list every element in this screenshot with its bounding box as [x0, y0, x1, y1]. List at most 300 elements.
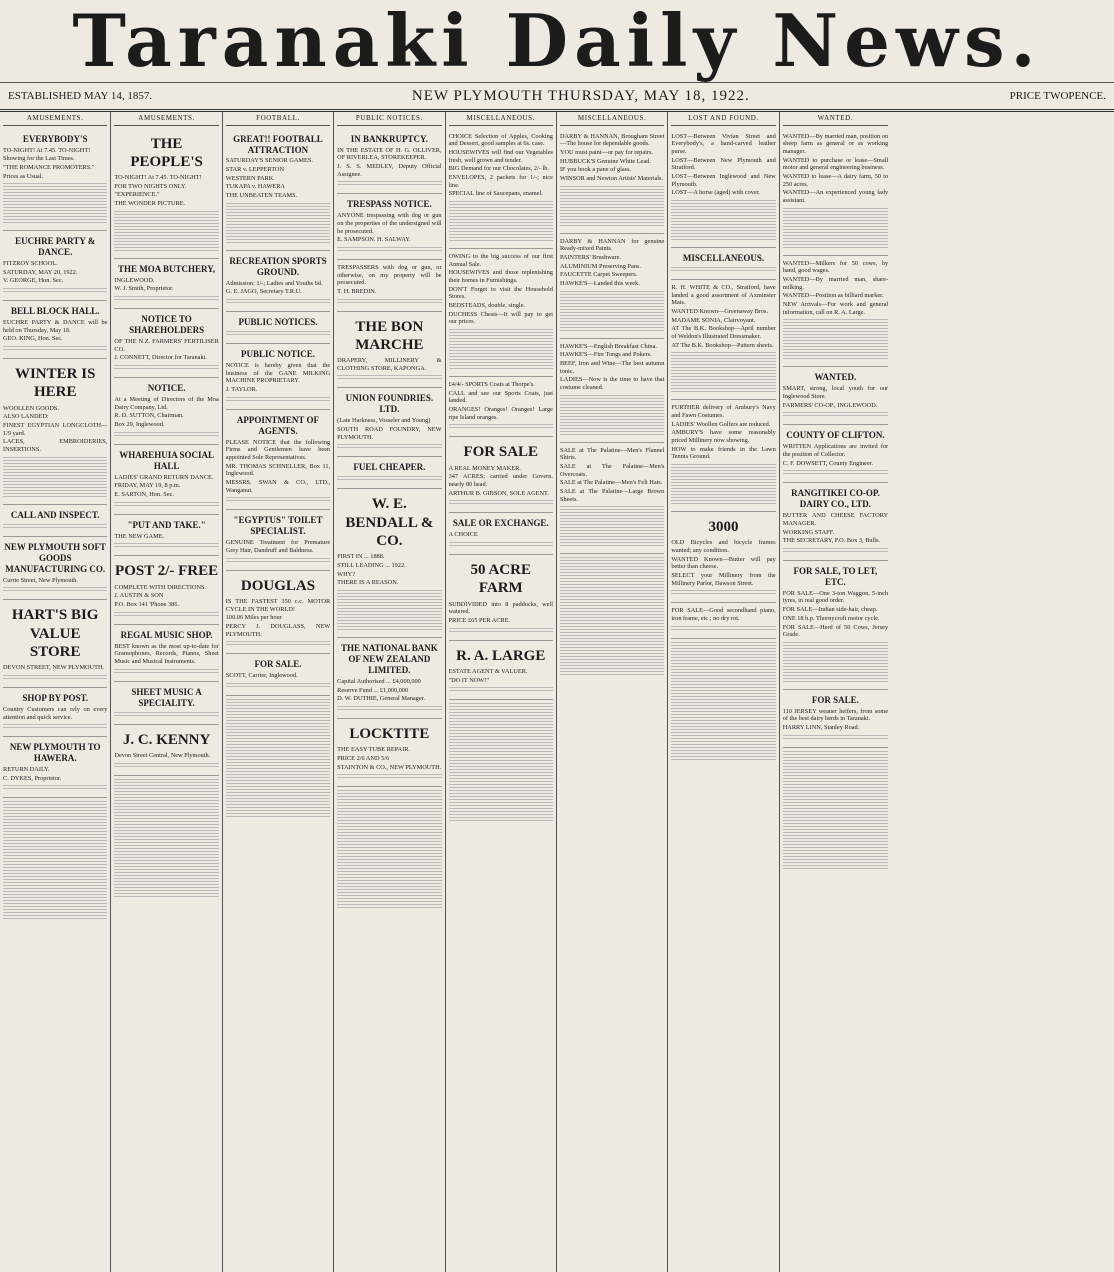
ad-text: WANTED—By married man, share-milking.	[782, 275, 889, 291]
ad-text: PRICE £65 PER ACRE.	[448, 616, 511, 624]
advertisement	[337, 457, 441, 489]
body-text-lines	[3, 524, 107, 529]
body-text-lines	[671, 626, 775, 631]
ad-text: SMART, strong, local youth for our Inglewood Store.	[782, 385, 889, 400]
body-text-lines	[671, 642, 775, 762]
body-text-lines	[783, 412, 888, 417]
advertisement	[337, 489, 441, 638]
ad-text: Box 29, Inglewood.	[114, 421, 165, 429]
ad-text: (Late Harkness, Vosseler and Young)	[337, 417, 431, 425]
ad-title: UNION FOUNDRIES. LTD.	[345, 393, 434, 415]
column-8	[780, 112, 891, 1272]
advertisement	[560, 443, 664, 555]
ad-text: ENVELOPES, 2 packets for 1/-; nice line.	[448, 173, 553, 189]
body-text-lines	[337, 181, 441, 186]
ad-text: D. W. DUTHIE, General Manager.	[337, 695, 425, 703]
body-text-lines	[449, 201, 553, 241]
body-text-lines	[3, 801, 107, 921]
ad-text: LOST—Between New Plymouth and Stratford.	[671, 156, 776, 172]
ad-text: DRAPERY, MILLINERY & CLOTHING STORE, KAPONGA.	[337, 357, 442, 372]
ad-text: NOTICE is hereby given that the business of the GANE MILKING MACHINE PROPRIETARY.	[225, 362, 331, 385]
ad-text: J. CONNETT, Director for Taranaki.	[114, 354, 207, 362]
ad-headline: J. C. KENNY	[122, 731, 211, 748]
ad-text: A REAL MONEY MAKER.	[448, 464, 521, 472]
price-label: PRICE TWOPENCE.	[1009, 90, 1106, 102]
ad-text: Currie Street, New Plymouth.	[3, 576, 79, 584]
ad-text: DARBY & HANNAN, Brougham Street—The house for dependable goods.	[559, 132, 665, 148]
ad-title: SHOP BY POST.	[22, 692, 89, 703]
ad-title: FOR SALE, TO LET, ETC.	[793, 565, 878, 587]
advertisement	[114, 309, 218, 378]
ad-text: FRIDAY, MAY 19, 8 p.m.	[114, 482, 181, 490]
body-text-lines	[783, 548, 888, 553]
advertisement	[449, 641, 553, 701]
body-text-lines	[783, 470, 888, 475]
body-text-lines	[560, 557, 664, 677]
body-text-lines	[560, 506, 664, 546]
ad-text: HAWKE'S—Fire Tongs and Pokers.	[559, 351, 652, 359]
body-text-lines	[449, 500, 553, 505]
body-text-lines	[783, 319, 888, 359]
body-text-lines	[3, 288, 107, 293]
ad-text: STILL LEADING ... 1922.	[337, 561, 406, 569]
body-text-lines	[449, 687, 553, 692]
body-text-lines	[114, 365, 218, 370]
ad-text: STAR v. LEPPERTON	[225, 166, 285, 174]
body-text-lines	[114, 296, 218, 301]
dateline	[0, 83, 1114, 112]
ad-text: J. AUSTIN & SON	[114, 592, 164, 600]
body-text-lines	[226, 683, 330, 688]
ad-text: J. S. S. MEDLEY, Deputy Official Assignee.	[337, 162, 442, 178]
ad-text: THE SECRETARY, P.O. Box 3, Bulls.	[782, 537, 881, 545]
ad-text: FINEST EGYPTIAN LONGCLOTH—1/9 yard.	[3, 422, 108, 437]
ad-text: OLD Bicycles and bicycle frames wanted; any condition.	[671, 539, 776, 554]
ad-text: GENUINE Treatment for Premature Grey Hair, Dandruff and Baldness.	[225, 539, 331, 554]
ad-text: FOR SALE—Herd of 50 Cows, Jersey Grade.	[782, 623, 889, 639]
advertisement	[783, 129, 888, 256]
ad-text: BIG Demand for our Chocolates, 2/- lb.	[448, 165, 549, 173]
ad-text: TRESPASSERS with dog or gun, or otherwise, on my property will be prosecuted.	[337, 263, 442, 287]
body-text-lines	[449, 628, 553, 633]
body-text-lines	[337, 476, 441, 481]
ad-text: WANTED Known—Greenaway Bros.	[671, 307, 769, 315]
column-5	[446, 112, 557, 1272]
body-text-lines	[226, 641, 330, 646]
ad-text: HAWKE'S—Landed this week.	[559, 279, 640, 287]
body-text-lines	[226, 699, 330, 819]
ad-text: G. E. JAGO, Secretary T.R.U.	[225, 288, 302, 296]
advertisement	[226, 344, 330, 410]
ad-text: C. F. DOWSETT, County Engineer.	[782, 459, 874, 467]
advertisement	[3, 301, 107, 359]
advertisement	[783, 425, 888, 483]
body-text-lines	[226, 497, 330, 502]
advertisement	[671, 280, 775, 400]
ad-text: FOR SALE—Indian side-hair, cheap.	[782, 606, 878, 614]
body-text-lines	[560, 291, 664, 331]
ad-text: Capital Authorised ... £4,000,000	[337, 677, 421, 685]
advertisement	[3, 129, 107, 232]
advertisement	[449, 437, 553, 513]
ad-title: PUBLIC NOTICE.	[240, 349, 315, 360]
ad-text: LOST—Between Vivian Street and Everybody's, a hand-carved leather purse.	[671, 132, 776, 155]
ad-text: SALE at The Palatine—Men's Overcoats.	[559, 462, 665, 478]
ad-headline: 50 ACRE FARM	[470, 561, 531, 597]
body-text-lines	[226, 331, 330, 336]
column-2	[111, 112, 222, 1272]
ad-text: ALSO LANDED:	[3, 413, 49, 421]
ad-title: MISCELLANEOUS.	[682, 252, 765, 263]
ad-title: EVERYBODY'S	[22, 133, 88, 144]
ad-text: PLEASE NOTICE that the following Firms and Gentlemen have been appointed Sole Representatives.	[225, 438, 331, 462]
ad-headline: W. E. BENDALL & CO.	[345, 496, 434, 549]
advertisement	[337, 388, 441, 457]
advertisement	[226, 312, 330, 344]
ad-text: SALE at The Palatine—Large Brown Sheets.	[559, 487, 665, 503]
ad-text: GEO. KING, Hon. Sec.	[3, 335, 63, 343]
ad-text: DEVON STREET, NEW PLYMOUTH.	[3, 664, 105, 672]
ad-title: BELL BLOCK HALL.	[11, 306, 100, 317]
body-text-lines	[783, 751, 888, 871]
ad-text: "THE ROMANCE PROMOTERS."	[3, 163, 95, 171]
ad-text: INGLEWOOD.	[114, 276, 155, 284]
newspaper-page	[0, 112, 1114, 1272]
advertisement	[114, 625, 218, 682]
ad-text: EUCHRE PARTY & DANCE will be held on Thursday, May 18.	[3, 319, 108, 334]
ad-text: SATURDAY'S SENIOR GAMES.	[225, 157, 313, 165]
ad-text: BEEF, Iron and Wine—The best autumn tonic.	[559, 359, 665, 375]
ad-title: "EGYPTUS" TOILET SPECIALIST.	[233, 515, 323, 537]
ad-text: WANTED Known—Butter will pay better than cheese.	[671, 555, 776, 571]
body-text-lines	[783, 642, 888, 682]
ad-title: RANGITIKEI CO-OP. DAIRY CO., LTD.	[791, 488, 880, 510]
ad-text: V. GEORGE, Hon. Sec.	[3, 277, 64, 285]
ad-text: 347 ACRES; carried under Govern. nearly 80 head.	[448, 473, 553, 488]
advertisement	[3, 688, 107, 737]
ad-text: ONE 18 h.p. Thornycroft motor cycle.	[782, 614, 880, 622]
ad-text: R. H. WHITE & CO., Stratford, have landed a good assortment of Axminster Mats.	[671, 283, 776, 307]
ad-text: THE NEW GAME.	[114, 532, 165, 540]
ad-title: APPOINTMENT OF AGENTS.	[236, 414, 320, 436]
advertisement	[226, 654, 330, 696]
ad-text: SUBDIVIDED into 8 paddocks, well watered.	[448, 600, 553, 616]
body-text-lines	[560, 395, 664, 435]
ad-text: W. J. Smith, Proprietor.	[114, 285, 174, 293]
ad-title: SALE OR EXCHANGE.	[452, 518, 549, 529]
advertisement	[114, 378, 218, 445]
issue-date: NEW PLYMOUTH THURSDAY, MAY 18, 1922.	[411, 87, 750, 104]
ad-text: LOST—A horse (aged) with cover.	[671, 189, 761, 197]
ad-title: PUBLIC NOTICES.	[238, 317, 318, 328]
ad-text: DON'T Forget to visit the Household Stores.	[448, 285, 553, 301]
ad-text: MADAME SONIA, Clairvoyant.	[671, 316, 756, 324]
advertisement	[226, 410, 330, 511]
ad-title: COUNTY OF CLIFTON.	[786, 430, 885, 441]
advertisement	[114, 515, 218, 557]
ad-text: IS THE FASTEST 350 c.c. MOTOR CYCLE IN THE WORLD!	[225, 597, 331, 613]
ad-text: TUKAPA v. HAWERA	[225, 183, 285, 191]
body-text-lines	[560, 186, 664, 226]
advertisement	[114, 445, 218, 515]
ad-text: FITZROY SCHOOL.	[3, 260, 58, 268]
ad-title: CALL AND INSPECT.	[10, 509, 100, 520]
ad-text: Country Customers can rely on every attention and quick service.	[3, 705, 108, 721]
ad-title: NOTICE.	[147, 383, 186, 394]
ad-text: STAINTON & CO., NEW PLYMOUTH.	[337, 763, 442, 771]
body-text-lines	[226, 397, 330, 402]
ad-text: P.O. Box 141 'Phone 386.	[114, 600, 180, 608]
body-text-lines	[226, 299, 330, 304]
body-text-lines	[114, 712, 218, 717]
ad-headline: LOCKTITE	[349, 725, 430, 742]
advertisement	[337, 638, 441, 719]
advertisement	[337, 260, 441, 312]
ad-text: AT The B.K. Bookshop—April number of Weldon's Illustrated Dressmaker.	[671, 325, 776, 340]
body-text-lines	[114, 779, 218, 899]
ad-text: OF THE N.Z. FARMERS' FERTILISER CO.	[114, 338, 219, 353]
ad-title: NEW PLYMOUTH SOFT GOODS MANUFACTURING CO.	[4, 541, 106, 574]
advertisement	[114, 129, 218, 259]
ad-text: PERCY J. DOUGLASS, NEW PLYMOUTH.	[225, 622, 331, 638]
ad-title: "PUT AND TAKE."	[127, 519, 206, 530]
ad-text: CALL and see our Sports Coats, just landed.	[448, 389, 553, 405]
ad-text: FOR SALE—Good secondhand piano, iron frame, etc.; no dry rot.	[671, 607, 776, 622]
ad-text: PRICE 2/6 AND 5/6	[337, 754, 390, 762]
ad-text: WRITTEN Applications are invited for the position of Collector.	[782, 443, 889, 458]
ad-text: WHY?	[337, 570, 356, 578]
body-text-lines	[3, 183, 107, 223]
advertisement	[560, 339, 664, 443]
ad-text: TO-NIGHT! At 7.45. TO-NIGHT!	[114, 174, 202, 182]
ad-text: BUTTER AND CHEESE FACTORY MANAGER.	[782, 512, 889, 527]
ad-headline: POST 2/- FREE	[115, 563, 219, 580]
ad-text: LOST—Between Inglewood and New Plymouth.	[671, 172, 776, 188]
ad-text: WOOLLEN GOODS.	[3, 404, 59, 412]
ad-text: SOUTH ROAD FOUNDRY, NEW PLYMOUTH.	[337, 426, 442, 441]
ad-title: TRESPASS NOTICE.	[346, 199, 432, 210]
ad-text: WESTERN PARK.	[225, 174, 275, 182]
column-header: MISCELLANEOUS.	[560, 114, 664, 126]
ad-text: E. SAMPSON. H. SALWAY.	[337, 236, 411, 244]
column-4	[334, 112, 445, 1272]
ad-text: IN THE ESTATE OF H. G. OLLIVER, OF RIVERLEA, STOREKEEPER.	[337, 146, 442, 162]
established-label: ESTABLISHED MAY 14, 1857.	[8, 90, 153, 102]
advertisement	[449, 555, 553, 641]
advertisement	[3, 359, 107, 505]
body-text-lines	[337, 774, 441, 779]
advertisement	[337, 129, 441, 195]
advertisement	[114, 556, 218, 624]
advertisement	[226, 510, 330, 570]
body-text-lines	[671, 267, 775, 272]
body-text-lines	[449, 542, 553, 547]
ad-headline: FOR SALE	[463, 444, 539, 461]
ad-text: LADIES' Woollen Golfers are reduced.	[671, 420, 771, 428]
advertisement	[671, 512, 775, 603]
ad-text: SCOTT, Carrier, Inglewood.	[225, 672, 298, 680]
advertisement	[783, 256, 888, 368]
advertisement	[449, 377, 553, 437]
body-text-lines	[337, 444, 441, 449]
advertisement	[337, 312, 441, 389]
ad-text: WANTED—Milkers for 50 cows, by hand, good wages.	[782, 259, 889, 275]
ad-text: IF you book a pane of glass.	[559, 166, 632, 174]
advertisement	[560, 129, 664, 234]
ad-text: SALE at The Palatine—Men's Felt Hats.	[559, 479, 663, 487]
advertisement	[114, 725, 218, 776]
ad-title: WANTED.	[814, 372, 857, 383]
ad-text: CHOICE Selection of Apples, Cooking and Dessert, good samples at 6s. case.	[448, 132, 553, 148]
body-text-lines	[3, 587, 107, 592]
ad-text: THERE IS A REASON.	[337, 579, 399, 587]
ad-text: Reserve Fund ... £1,000,000	[337, 686, 409, 694]
ad-text: LADIES' GRAND RETURN DANCE.	[114, 473, 214, 481]
ad-text: LADIES—Now is the time to have that costume cleaned.	[559, 376, 665, 391]
advertisement	[3, 537, 107, 601]
advertisement	[337, 194, 441, 260]
body-text-lines	[337, 299, 441, 304]
ad-text: DARBY & HANNAN for genuine Ready-mixed Paints.	[559, 237, 665, 253]
column-header: AMUSEMENTS.	[114, 114, 218, 126]
ad-text: "EXPERIENCE."	[114, 191, 160, 199]
ad-headline: THE PEOPLE'S	[130, 135, 203, 170]
advertisement	[3, 600, 107, 688]
ad-headline: HART'S BIG VALUE STORE	[11, 607, 99, 660]
ad-title: FOR SALE.	[811, 694, 859, 705]
ad-text: ANYONE trespassing with dog or gun on the properties of the undersigned will be prosecuted.	[337, 212, 442, 235]
body-text-lines	[783, 208, 888, 248]
ad-title: REGAL MUSIC SHOP.	[120, 629, 213, 640]
column-header: WANTED.	[783, 114, 888, 126]
advertisement	[226, 571, 330, 655]
ad-text: SELECT your Millinery from the Millinery Parlor, Dawson Street.	[671, 571, 776, 587]
advertisement	[449, 513, 553, 555]
ad-text: HOUSEWIVES will find our Vegetables fresh, well grown and tender.	[448, 148, 553, 164]
ad-text: WANTED—Position as billiard marker.	[782, 292, 884, 300]
ad-title: NEW PLYMOUTH TO HAWERA.	[9, 742, 101, 764]
advertisement	[3, 231, 107, 301]
body-text-lines	[226, 558, 330, 563]
column-header: MISCELLANEOUS.	[449, 114, 553, 126]
ad-title: THE NATIONAL BANK OF NEW ZEALAND LIMITED.	[340, 642, 438, 675]
advertisement	[3, 737, 107, 798]
ad-text: THE UNBEATEN TEAMS.	[225, 192, 298, 200]
body-text-lines	[671, 464, 775, 504]
ad-text: FAUCETTE Carpet Sweepers.	[559, 271, 638, 279]
ad-text: R. D. SUTTON, Chairman.	[114, 412, 184, 420]
body-text-lines	[337, 247, 441, 252]
ad-text: A CHOICE	[448, 531, 478, 539]
ad-text: COMPLETE WITH DIRECTIONS.	[114, 583, 207, 591]
ad-text: FOR TWO NIGHTS ONLY.	[114, 182, 187, 190]
body-text-lines	[671, 200, 775, 240]
advertisement	[783, 483, 888, 561]
ad-text: C. DYKES, Proprietor.	[3, 774, 62, 782]
advertisement	[114, 682, 218, 725]
ad-text: ESTATE AGENT & VALUER.	[448, 667, 528, 675]
ad-text: AT The B.K. Bookshop—Pattern sheets.	[671, 341, 774, 349]
ad-text: AMBURY'S have some reasonably priced Millinery now showing.	[671, 429, 776, 444]
body-text-lines	[3, 785, 107, 790]
body-text-lines	[337, 790, 441, 910]
body-text-lines	[114, 502, 218, 507]
advertisement	[226, 251, 330, 312]
ad-text: HARRY LINN, Stanley Road.	[782, 724, 860, 732]
ad-text: HOW to make friends in the Lawn Tennis Ground.	[671, 445, 776, 461]
ad-text: £4/4/- SPORTS Coats at Thorpe's.	[448, 380, 535, 388]
ad-text: HUBBUCK'S Genuine White Lead.	[559, 157, 651, 165]
advertisement	[560, 234, 664, 339]
ad-headline: WINTER IS HERE	[14, 366, 96, 401]
ad-text: ORANGES! Oranges! Oranges! Large ripe Island oranges.	[448, 405, 553, 421]
ad-text: YOU must paint—or pay for repairs.	[559, 148, 653, 156]
column-header: PUBLIC NOTICES.	[337, 114, 441, 126]
ad-headline: R. A. LARGE	[456, 647, 546, 664]
ad-text: WANTED to lease—A dairy farm, 50 to 250 acres.	[782, 172, 889, 188]
column-header: AMUSEMENTS.	[3, 114, 107, 126]
ad-text: At a Meeting of Directors of the Moa Dairy Company, Ltd.	[114, 396, 219, 411]
ad-text: WANTED to purchase or lease—Small motor and general engineering business.	[782, 156, 889, 172]
body-text-lines	[449, 424, 553, 429]
ad-text: ARTHUR B. GIBSON, SOLE AGENT.	[448, 489, 549, 497]
body-text-lines	[3, 724, 107, 729]
ad-title: GREAT!! FOOTBALL ATTRACTION	[233, 133, 323, 155]
ad-text: NEW Arrivals—For work and general information, call on R. A. Large.	[782, 300, 889, 316]
ad-title: RECREATION SPORTS GROUND.	[229, 255, 327, 277]
advertisement	[449, 249, 553, 377]
advertisement	[449, 129, 553, 249]
body-text-lines	[671, 352, 775, 392]
advertisement	[3, 505, 107, 537]
body-text-lines	[449, 703, 553, 823]
ad-title: EUCHRE PARTY & DANCE.	[15, 236, 96, 258]
masthead-title: Taranaki Daily News.	[0, 0, 1114, 83]
body-text-lines	[337, 590, 441, 630]
ad-text: BEST known as the most up-to-date for Gramophones, Records, Pianos, Sheet Music and Musical Instruments.	[114, 642, 219, 665]
ad-text: T. H. BREDIN.	[337, 287, 377, 295]
column-header: LOST AND FOUND.	[671, 114, 775, 126]
body-text-lines	[449, 329, 553, 369]
ad-text: MR. THOMAS SCHNELLER, Box 11, Inglewood.	[225, 462, 331, 478]
advertisement	[783, 690, 888, 748]
ad-text: FARMERS' CO-OP., INGLEWOOD.	[782, 401, 878, 409]
advertisement	[783, 561, 888, 690]
ad-text: Prices as Usual.	[3, 172, 44, 180]
body-text-lines	[114, 612, 218, 617]
ad-text: OWING to the big success of our first Annual Sale.	[448, 252, 553, 268]
ad-title: THE MOA BUTCHERY,	[118, 263, 216, 274]
ad-text: SATURDAY, MAY 20, 1922.	[3, 268, 78, 276]
body-text-lines	[3, 675, 107, 680]
body-text-lines	[3, 346, 107, 351]
advertisement	[671, 400, 775, 512]
ad-text: WANTED—By married man, position on sheep farm as general or as working manager.	[782, 132, 889, 155]
ad-title: NOTICE TO SHAREHOLDERS	[129, 314, 205, 336]
ad-text: THE WONDER PICTURE.	[114, 200, 186, 208]
body-text-lines	[114, 543, 218, 548]
ad-text: J. TAYLOR.	[225, 386, 258, 394]
body-text-lines	[3, 457, 107, 497]
ad-title: WHAREHUIA SOCIAL HALL	[119, 449, 214, 471]
column-6	[557, 112, 668, 1272]
ad-headline: DOUGLAS	[240, 577, 316, 594]
ad-text: DUCHESS Chests—It will pay to get our prices.	[448, 310, 553, 326]
column-1	[0, 112, 111, 1272]
body-text-lines	[114, 211, 218, 251]
ad-text: FOR SALE—One 3-ton Waggon, 5-inch tyres, in real good order.	[782, 589, 889, 605]
ad-title: IN BANKRUPTCY.	[350, 133, 428, 144]
